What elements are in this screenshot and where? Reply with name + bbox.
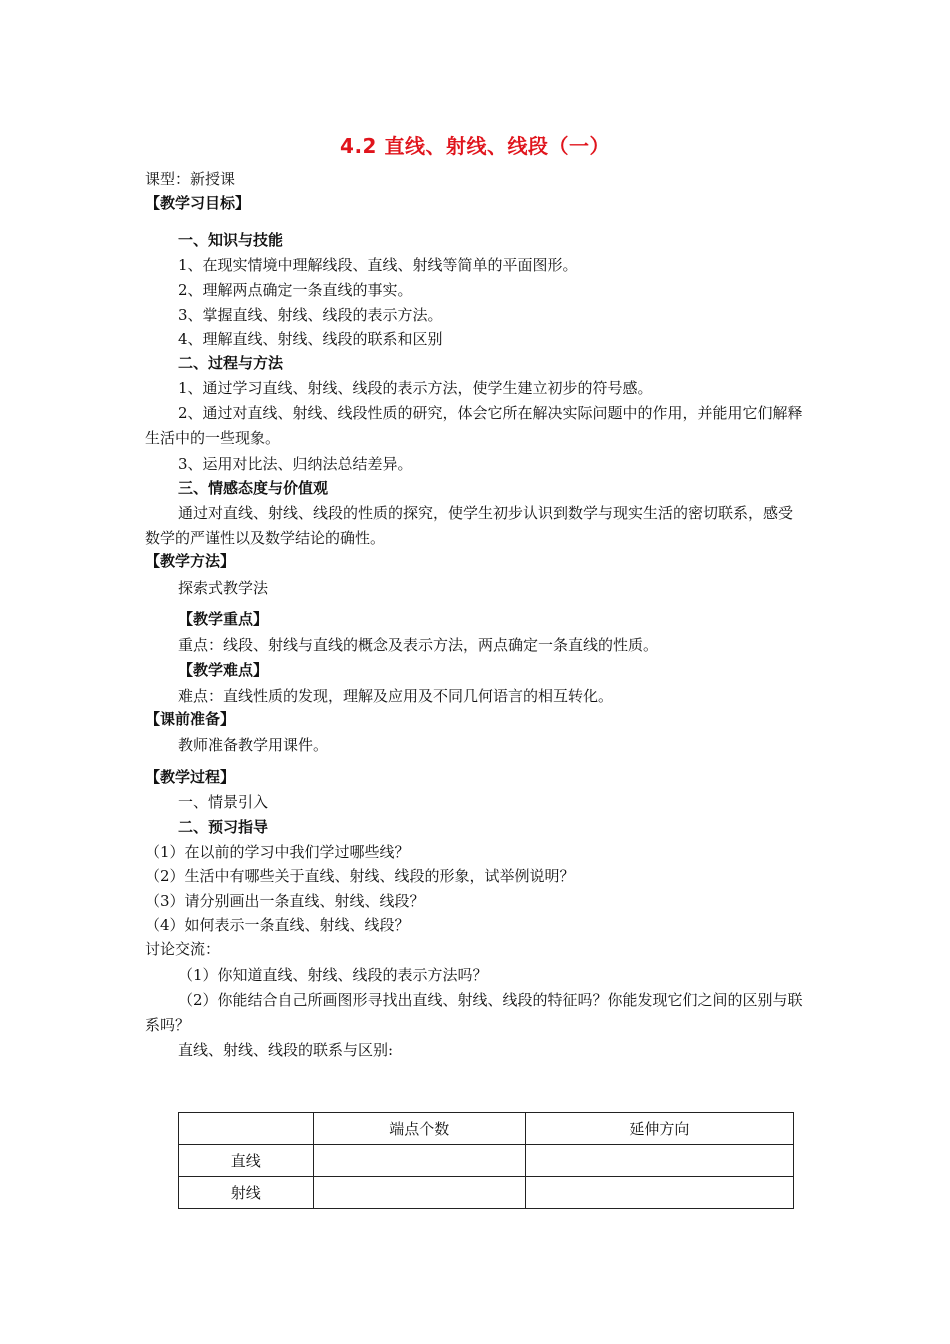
method-text: 探索式教学法 [178,579,269,597]
attitude-heading: 三、情感态度与价值观 [178,479,329,497]
goals-header: 【教学习目标】 [145,194,251,212]
table-row [179,1145,794,1177]
discussion-label: 讨论交流： [145,940,221,958]
key-point-text: 重点：线段、射线与直线的概念及表示方法，两点确定一条直线的性质。 [178,636,659,654]
preview-question: （2）生活中有哪些关于直线、射线、线段的形象，试举例说明？ [145,867,575,885]
discussion-item: （2）你能结合自己所画图形寻找出直线、射线、线段的特征吗？你能发现它们之间的区别与联系吗？ [145,991,803,1034]
procedure-step: 二、预习指导 [178,818,269,836]
table-cell: 射线 [179,1177,314,1209]
table-cell [313,1145,525,1177]
table-header-row [179,1113,794,1145]
process-item: 3、运用对比法、归纳法总结差异。 [178,455,413,473]
knowledge-item: 3、掌握直线、射线、线段的表示方法。 [178,306,443,324]
comparison-table [178,1112,794,1209]
preparation-header: 【课前准备】 [145,710,236,728]
page-title: 4.2 直线、射线、线段（一） [340,134,610,158]
key-point-header: 【教学重点】 [178,610,269,628]
knowledge-item: 1、在现实情境中理解线段、直线、射线等简单的平面图形。 [178,256,578,274]
process-item: 2、通过对直线、射线、线段性质的研究，体会它所在解决实际问题中的作用，并能用它们解释生活中的一些现象。 [145,404,803,447]
preview-question: （4）如何表示一条直线、射线、线段？ [145,916,410,934]
table-header-cell: 延伸方向 [525,1113,793,1145]
difficulty-text: 难点：直线性质的发现，理解及应用及不同几何语言的相互转化。 [178,687,614,705]
table-row [179,1177,794,1209]
table-cell [525,1145,793,1177]
process-heading: 二、过程与方法 [178,354,284,372]
difficulty-header: 【教学难点】 [178,661,269,679]
table-intro: 直线、射线、线段的联系与区别: [178,1041,394,1059]
preview-question: （1）在以前的学习中我们学过哪些线？ [145,843,410,861]
table-cell: 直线 [179,1145,314,1177]
knowledge-heading: 一、知识与技能 [178,231,284,249]
knowledge-item: 2、理解两点确定一条直线的事实。 [178,281,413,299]
discussion-item: （1）你知道直线、射线、线段的表示方法吗？ [178,966,488,984]
table-cell [525,1177,793,1209]
table-header-cell [179,1113,314,1145]
table-header-cell: 端点个数 [313,1113,525,1145]
lesson-type: 课型：新授课 [145,170,236,188]
process-item: 1、通过学习直线、射线、线段的表示方法，使学生建立初步的符号感。 [178,379,653,397]
preparation-text: 教师准备教学用课件。 [178,736,329,754]
table-cell [313,1177,525,1209]
procedure-step: 一、情景引入 [178,793,269,811]
preview-question: （3）请分别画出一条直线、射线、线段？ [145,892,425,910]
method-header: 【教学方法】 [145,552,236,570]
attitude-text: 通过对直线、射线、线段的性质的探究，使学生初步认识到数学与现实生活的密切联系，感受数学的严谨性以及数学结论的确性。 [145,504,794,547]
knowledge-item: 4、理解直线、射线、线段的联系和区别 [178,330,443,348]
procedure-header: 【教学过程】 [145,768,236,786]
